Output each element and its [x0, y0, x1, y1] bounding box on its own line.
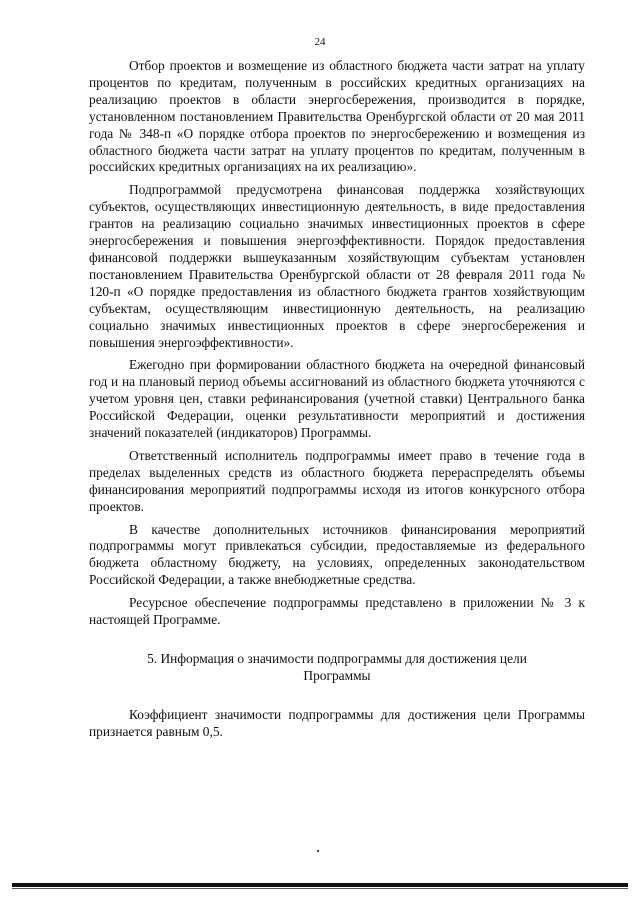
page-number: 24	[314, 36, 326, 48]
section-heading	[89, 651, 585, 685]
paragraph-project-selection: Отбор проектов и возмещение из областного бюджета части затрат на уплату процентов по кредитам, полученным в российских кредитных организациях на реализацию проектов в области энергосбережения, производится в порядке, установленном постановлением Правительства Оренбургской области от 20 мая 2011 года № 348-п «О порядке отбора проектов по энергосбережению и возмещения из областного бюджета части затрат на уплату процентов по кредитам, полученным в российских кредитных организациях на их реализацию».	[89, 58, 585, 175]
scan-speck	[317, 850, 319, 852]
paragraph-annual-budget: Ежегодно при формировании областного бюджета на очередной финансовый год и на плановый период объемы ассигнований из областного бюджета уточняются с учетом уровня цен, ставки рефинансирования (учетной ставки) Центрального банка Российской Федерации, оценки результативности мероприятий и достижения значений показателей (индикаторов) Программы.	[89, 357, 585, 441]
bottom-scan-border-shadow	[12, 888, 628, 889]
section-heading-line-1: 5. Информация о значимости подпрограммы для достижения цели	[147, 651, 527, 666]
paragraph-significance-coefficient: Коэффициент значимости подпрограммы для достижения цели Программы признается равным 0,5.	[89, 706, 585, 739]
paragraph-financial-support: Подпрограммой предусмотрена финансовая поддержка хозяйствующих субъектов, осуществляющих инвестиционную деятельность, в виде предоставления грантов на реализацию социально значимых инвестиционных проектов в сфере энергосбережения и повышения энергоэффективности. Порядок предоставления финансовой поддержки вышеуказанным хозяйствующим субъектам установлен постановлением Правительства Оренбургской области от 28 февраля 2011 года № 120-п «О порядке предоставления из областного бюджета грантов хозяйствующим субъектам, осуществляющим инвестиционную деятельность, на реализацию социально значимых инвестиционных проектов в сфере энергосбережения и повышения энергоэффективности».	[89, 182, 585, 350]
paragraph-responsible-executor: Ответственный исполнитель подпрограммы имеет право в течение года в пределах выделенных средств из областного бюджета перераспределять объемы финансирования мероприятий подпрограммы исходя из итогов конкурсного отбора проектов.	[89, 447, 585, 514]
bottom-scan-border	[12, 883, 628, 887]
section-heading-line-2: Программы	[303, 667, 371, 683]
paragraph-additional-sources: В качестве дополнительных источников финансирования мероприятий подпрограммы могут привлекаться субсидии, предоставляемые из федерального бюджета областному бюджету, на условиях, определенных законодательством Российской Федерации, а также внебюджетные средства.	[89, 521, 585, 588]
paragraph-resource-provision: Ресурсное обеспечение подпрограммы представлено в приложении № 3 к настоящей Программе.	[89, 595, 585, 628]
document-body	[89, 58, 585, 747]
